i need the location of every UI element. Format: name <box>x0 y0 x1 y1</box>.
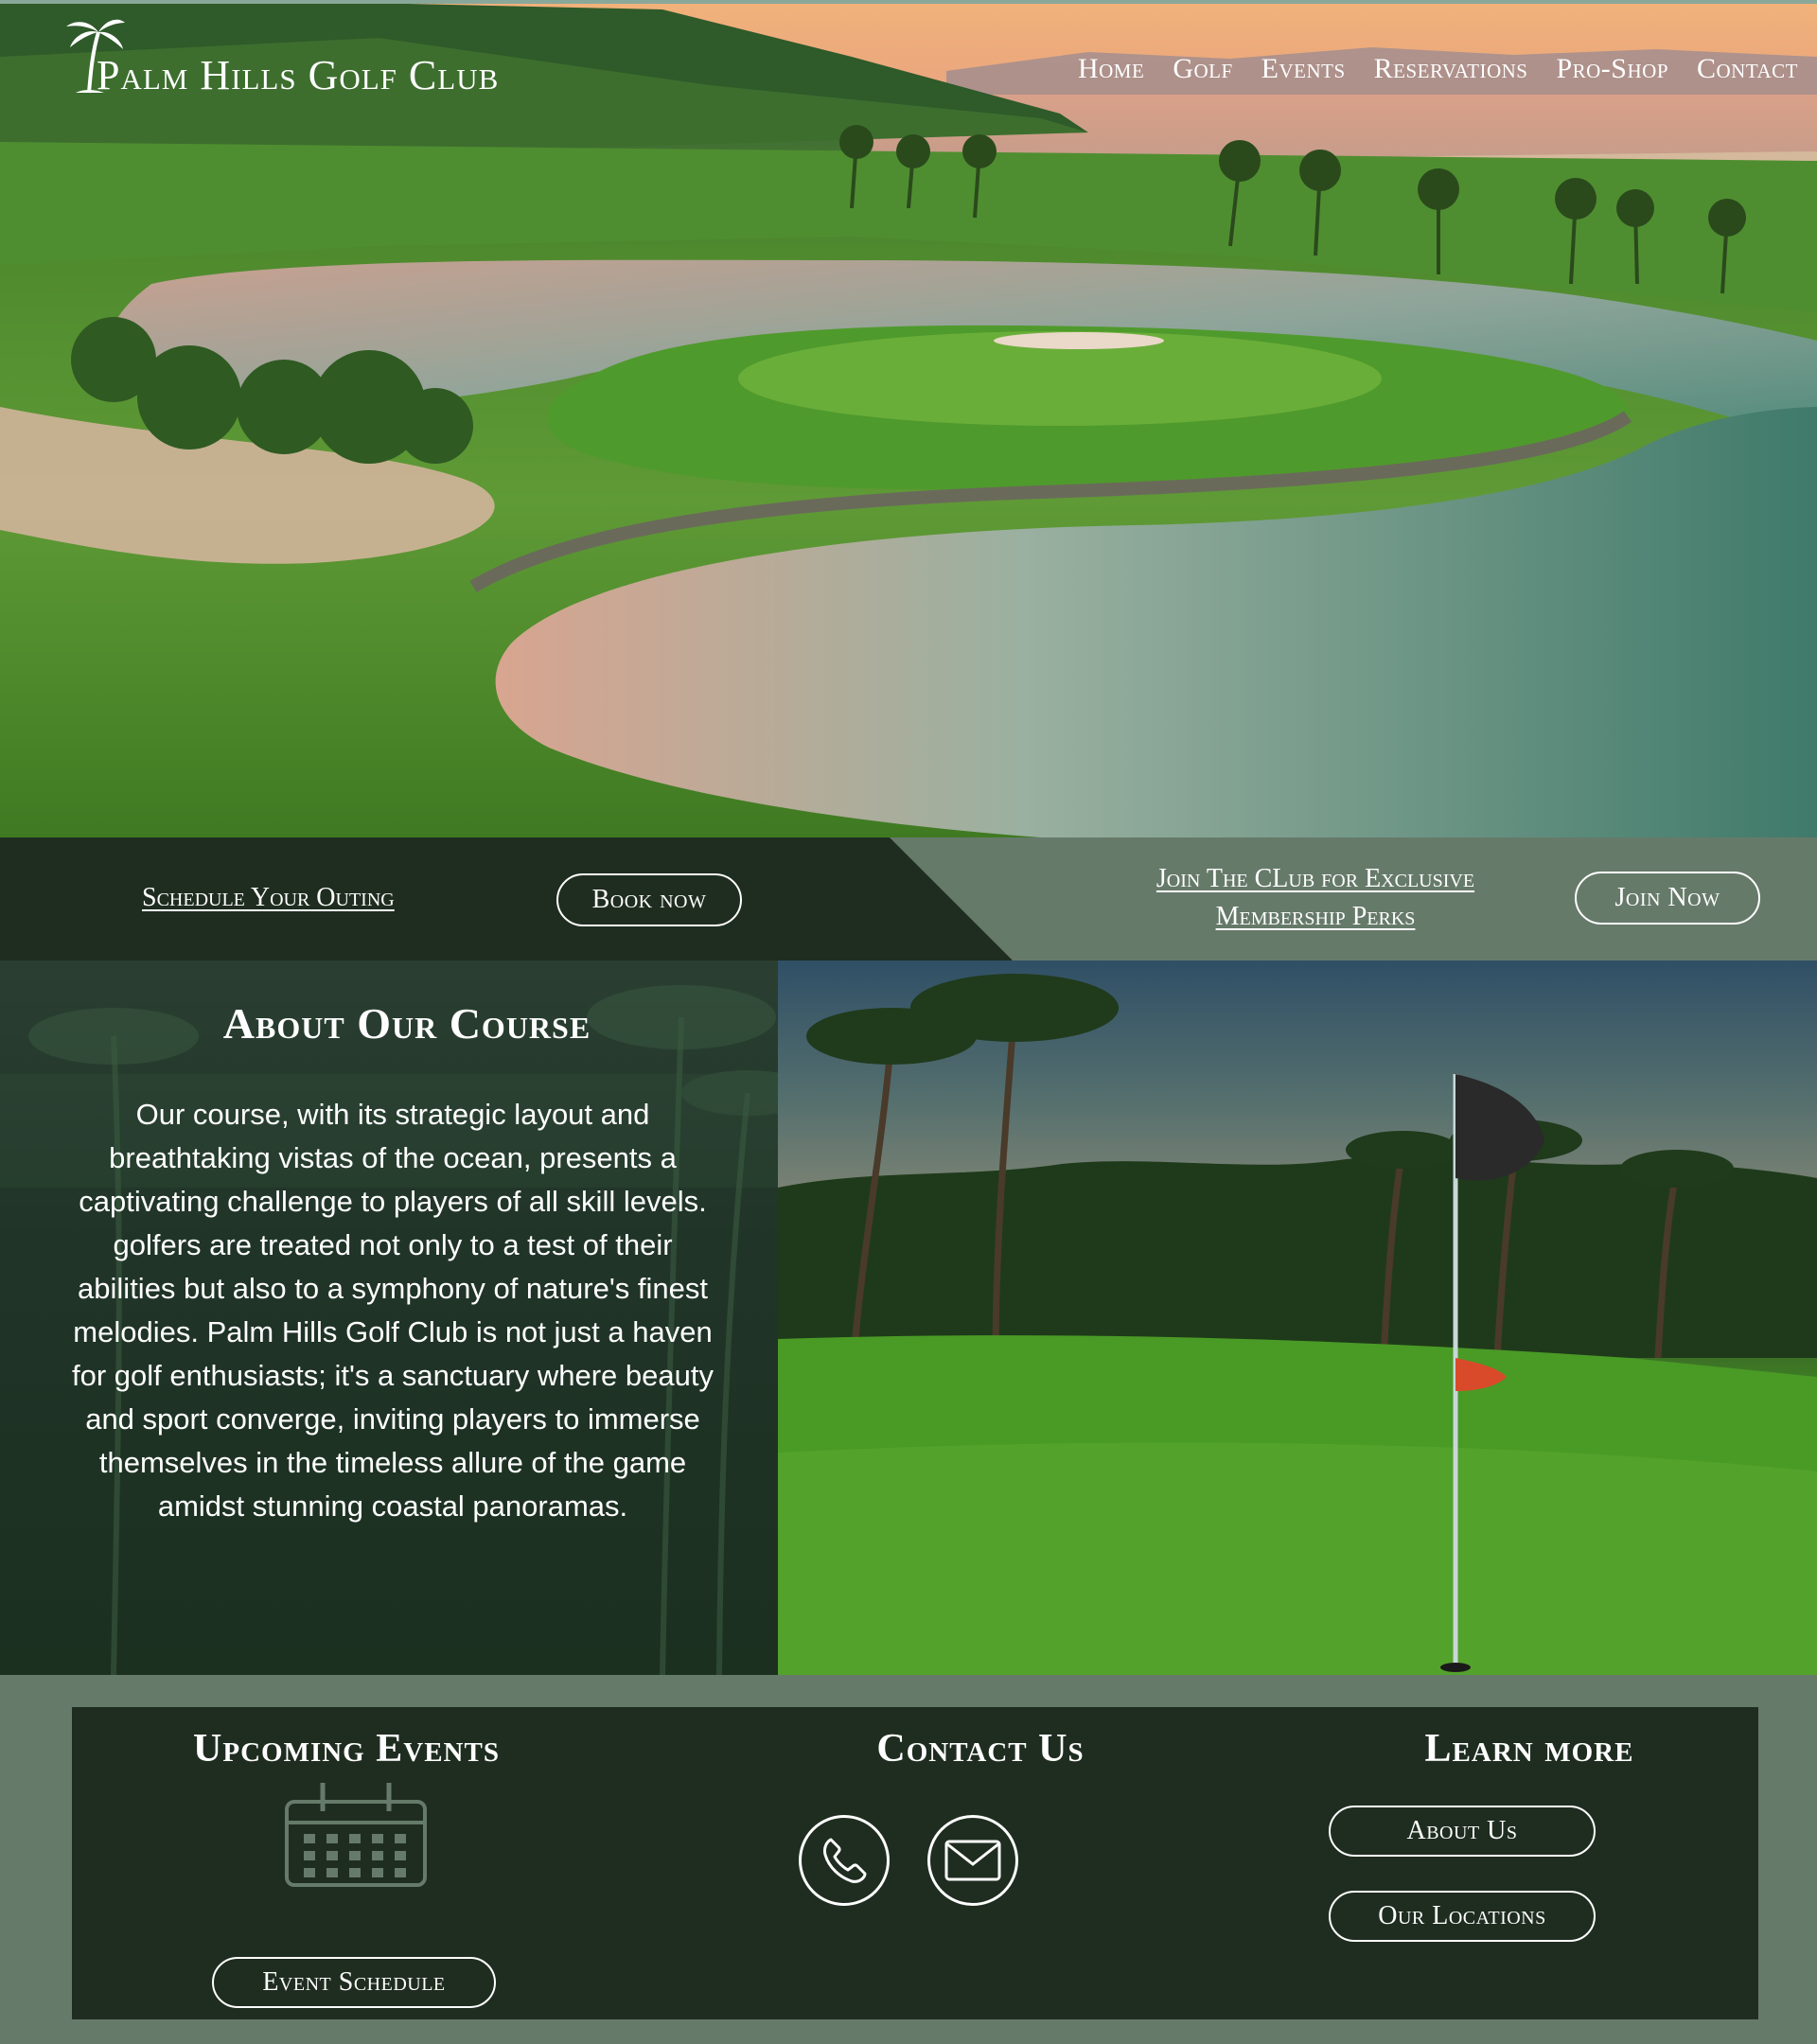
mail-icon[interactable] <box>927 1815 1018 1906</box>
footer-section <box>0 1675 1817 2044</box>
golf-flag-image <box>778 960 1817 1675</box>
phone-icon[interactable] <box>799 1815 890 1906</box>
nav-pro-shop[interactable]: Pro-Shop <box>1556 53 1668 84</box>
golf-green-photo <box>778 960 1817 1675</box>
cta-band <box>0 837 1817 960</box>
about-body: Our course, with its strategic layout and breathtaking vistas of the ocean, presents a captivating challenge to players of all skill levels. golfers are treated not only to a test of their abilities but also to a symphony of nature's finest melodies. Palm Hills Golf Club is not just a haven for golf enthusiasts; it's a sanctuary where beauty and sport converge, inviting players to immerse themselves in the timeless allure of the game amidst stunning coastal panoramas. <box>72 1098 714 1523</box>
join-club-link-line2: Membership Perks <box>1215 902 1416 931</box>
mail-glyph <box>944 1840 1001 1881</box>
top-border <box>0 0 1817 4</box>
calendar-icon <box>285 1783 427 1889</box>
site-logo-text: Palm Hills Golf Club <box>97 52 500 98</box>
nav-golf[interactable]: Golf <box>1173 53 1233 84</box>
about-section <box>0 960 1817 1675</box>
our-locations-button[interactable]: Our Locations <box>1329 1891 1596 1942</box>
nav-events[interactable]: Events <box>1261 53 1346 84</box>
footer-panel <box>72 1707 1758 2019</box>
join-club-link-line1: Join The CLub for Exclusive <box>1155 864 1475 893</box>
site-logo[interactable] <box>62 13 555 98</box>
contact-us-title: Contact Us <box>876 1727 1085 1771</box>
main-nav <box>1078 53 1798 85</box>
nav-contact[interactable]: Contact <box>1697 53 1798 84</box>
phone-glyph <box>820 1836 869 1885</box>
join-club-link[interactable] <box>1098 860 1533 936</box>
about-text-panel <box>0 960 778 1675</box>
about-us-button[interactable]: About Us <box>1329 1806 1596 1857</box>
hero-golf-course-image <box>0 0 1817 837</box>
nav-home[interactable]: Home <box>1077 53 1145 84</box>
nav-reservations[interactable]: Reservations <box>1373 53 1528 84</box>
hero-section <box>0 0 1817 837</box>
event-schedule-button[interactable]: Event Schedule <box>212 1957 496 2008</box>
book-now-button[interactable]: Book now <box>556 873 742 926</box>
about-title: About Our Course <box>222 999 591 1048</box>
upcoming-events-title: Upcoming Events <box>193 1727 500 1771</box>
join-now-button[interactable]: Join Now <box>1575 872 1760 925</box>
learn-more-title: Learn more <box>1424 1727 1634 1771</box>
schedule-outing-link[interactable]: Schedule Your Outing <box>142 883 395 912</box>
